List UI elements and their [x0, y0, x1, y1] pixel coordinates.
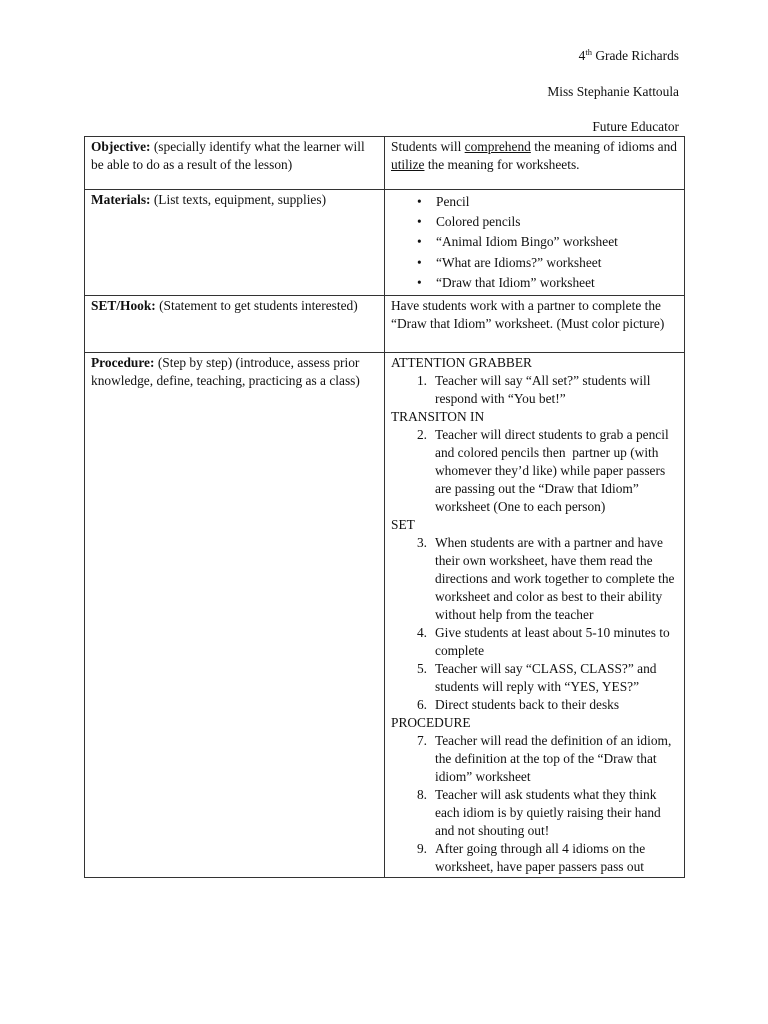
step-item — [391, 786, 678, 840]
step-text: Give students at least about 5-10 minutes to complete — [435, 624, 670, 658]
step-item — [391, 732, 678, 786]
step-list — [391, 426, 678, 516]
procedure-content-cell — [385, 352, 685, 877]
materials-item — [417, 233, 678, 253]
materials-item-text: “Animal Idiom Bingo” worksheet — [436, 234, 618, 250]
materials-item — [417, 193, 678, 213]
bullet-icon: • — [417, 214, 422, 230]
set-hook-row — [85, 295, 685, 352]
step-number: 2. — [416, 426, 427, 442]
bullet-icon: • — [417, 194, 422, 209]
objective-label: Objective: — [91, 139, 151, 154]
bullet-icon: • — [417, 234, 422, 250]
objective-text-2: the meaning of idioms and — [530, 139, 677, 154]
step-item — [391, 534, 678, 624]
step-text: Teacher will ask students what they think each idiom is by quietly raising their hand and not shouting out! — [435, 786, 661, 838]
objective-text-3: the meaning for worksheets. — [424, 157, 580, 172]
step-list — [391, 372, 678, 408]
phase-heading: SET — [391, 516, 415, 532]
bullet-icon: • — [417, 274, 422, 290]
objective-hint: (specially identify what the learner will be able to do as a result of the lesson) — [91, 139, 365, 172]
phase-heading: PROCEDURE — [391, 714, 471, 730]
phase-heading: ATTENTION GRABBER — [391, 354, 532, 370]
objective-text-1: Students will — [391, 139, 465, 154]
step-item — [391, 696, 678, 714]
materials-item-text: Colored pencils — [436, 214, 521, 230]
step-number: 1. — [416, 372, 427, 388]
step-number: 4. — [416, 624, 427, 640]
role-line: Future Educator — [592, 119, 679, 134]
objective-content-cell — [385, 137, 685, 190]
step-text: Teacher will say “CLASS, CLASS?” and students will reply with “YES, YES?” — [435, 660, 657, 694]
materials-hint: (List texts, equipment, supplies) — [150, 192, 327, 207]
materials-item-text: “What are Idioms?” worksheet — [436, 254, 602, 270]
set-hook-label: SET/Hook: — [91, 297, 156, 313]
objective-word-utilize: utilize — [391, 157, 425, 172]
procedure-label: Procedure: — [91, 354, 155, 370]
materials-list — [391, 193, 678, 294]
bullet-icon: • — [417, 254, 422, 270]
step-number: 3. — [416, 534, 427, 550]
step-item — [391, 624, 678, 660]
procedure-hint: (Step by step) (introduce, assess prior knowledge, define, teaching, practicing as a class) — [91, 354, 360, 388]
step-item — [391, 660, 678, 696]
step-text: Teacher will direct students to grab a pencil and colored pencils then partner up (with whomever they’d like) while paper passers are passing out the “Draw that Idiom” worksheet (One to each person) — [435, 426, 673, 514]
step-text: Direct students back to their desks — [435, 696, 620, 712]
materials-label: Materials: — [91, 192, 151, 207]
step-list — [391, 534, 678, 714]
step-item — [391, 840, 678, 876]
set-hook-label-cell — [85, 295, 385, 352]
materials-item — [417, 254, 678, 274]
objective-word-comprehend: comprehend — [464, 139, 531, 154]
materials-label-cell — [85, 190, 385, 296]
materials-item-text: Pencil — [436, 194, 470, 209]
grade-line — [579, 47, 679, 65]
step-list — [391, 732, 678, 876]
objective-row — [85, 137, 685, 190]
step-number: 7. — [416, 732, 427, 748]
materials-row — [85, 190, 685, 296]
lesson-plan-table — [84, 136, 685, 878]
materials-item — [417, 213, 678, 233]
step-number: 8. — [416, 786, 427, 802]
step-number: 5. — [416, 660, 427, 676]
grade-suffix: th — [585, 47, 592, 57]
step-item — [391, 426, 678, 516]
step-text: Teacher will read the definition of an idiom, the definition at the top of the “Draw that idiom” worksheet — [435, 732, 672, 784]
step-number: 9. — [416, 840, 427, 856]
objective-label-cell — [85, 137, 385, 190]
grade-number: 4 — [578, 48, 586, 63]
materials-item — [417, 274, 678, 294]
step-text: After going through all 4 idioms on the worksheet, have paper passers pass out — [435, 840, 646, 874]
set-hook-content-cell — [385, 295, 685, 352]
teacher-name: Miss Stephanie Kattoula — [547, 84, 679, 99]
set-hook-text: Have students work with a partner to complete the “Draw that Idiom” worksheet. (Must color picture) — [391, 297, 665, 331]
materials-content-cell — [385, 190, 685, 296]
materials-item-text: “Draw that Idiom” worksheet — [436, 274, 595, 290]
step-item — [391, 372, 678, 408]
step-text: Teacher will say “All set?” students will respond with “You bet!” — [435, 372, 651, 406]
phase-heading: TRANSITON IN — [391, 408, 485, 424]
step-number: 6. — [416, 696, 427, 712]
procedure-label-cell — [85, 352, 385, 877]
grade-rest: Grade Richards — [591, 48, 679, 63]
step-text: When students are with a partner and have their own worksheet, have them read the directions and work together to complete the worksheet and color as best to their ability without help from the teacher — [435, 534, 675, 622]
procedure-row — [85, 352, 685, 877]
set-hook-hint: (Statement to get students interested) — [155, 297, 358, 313]
